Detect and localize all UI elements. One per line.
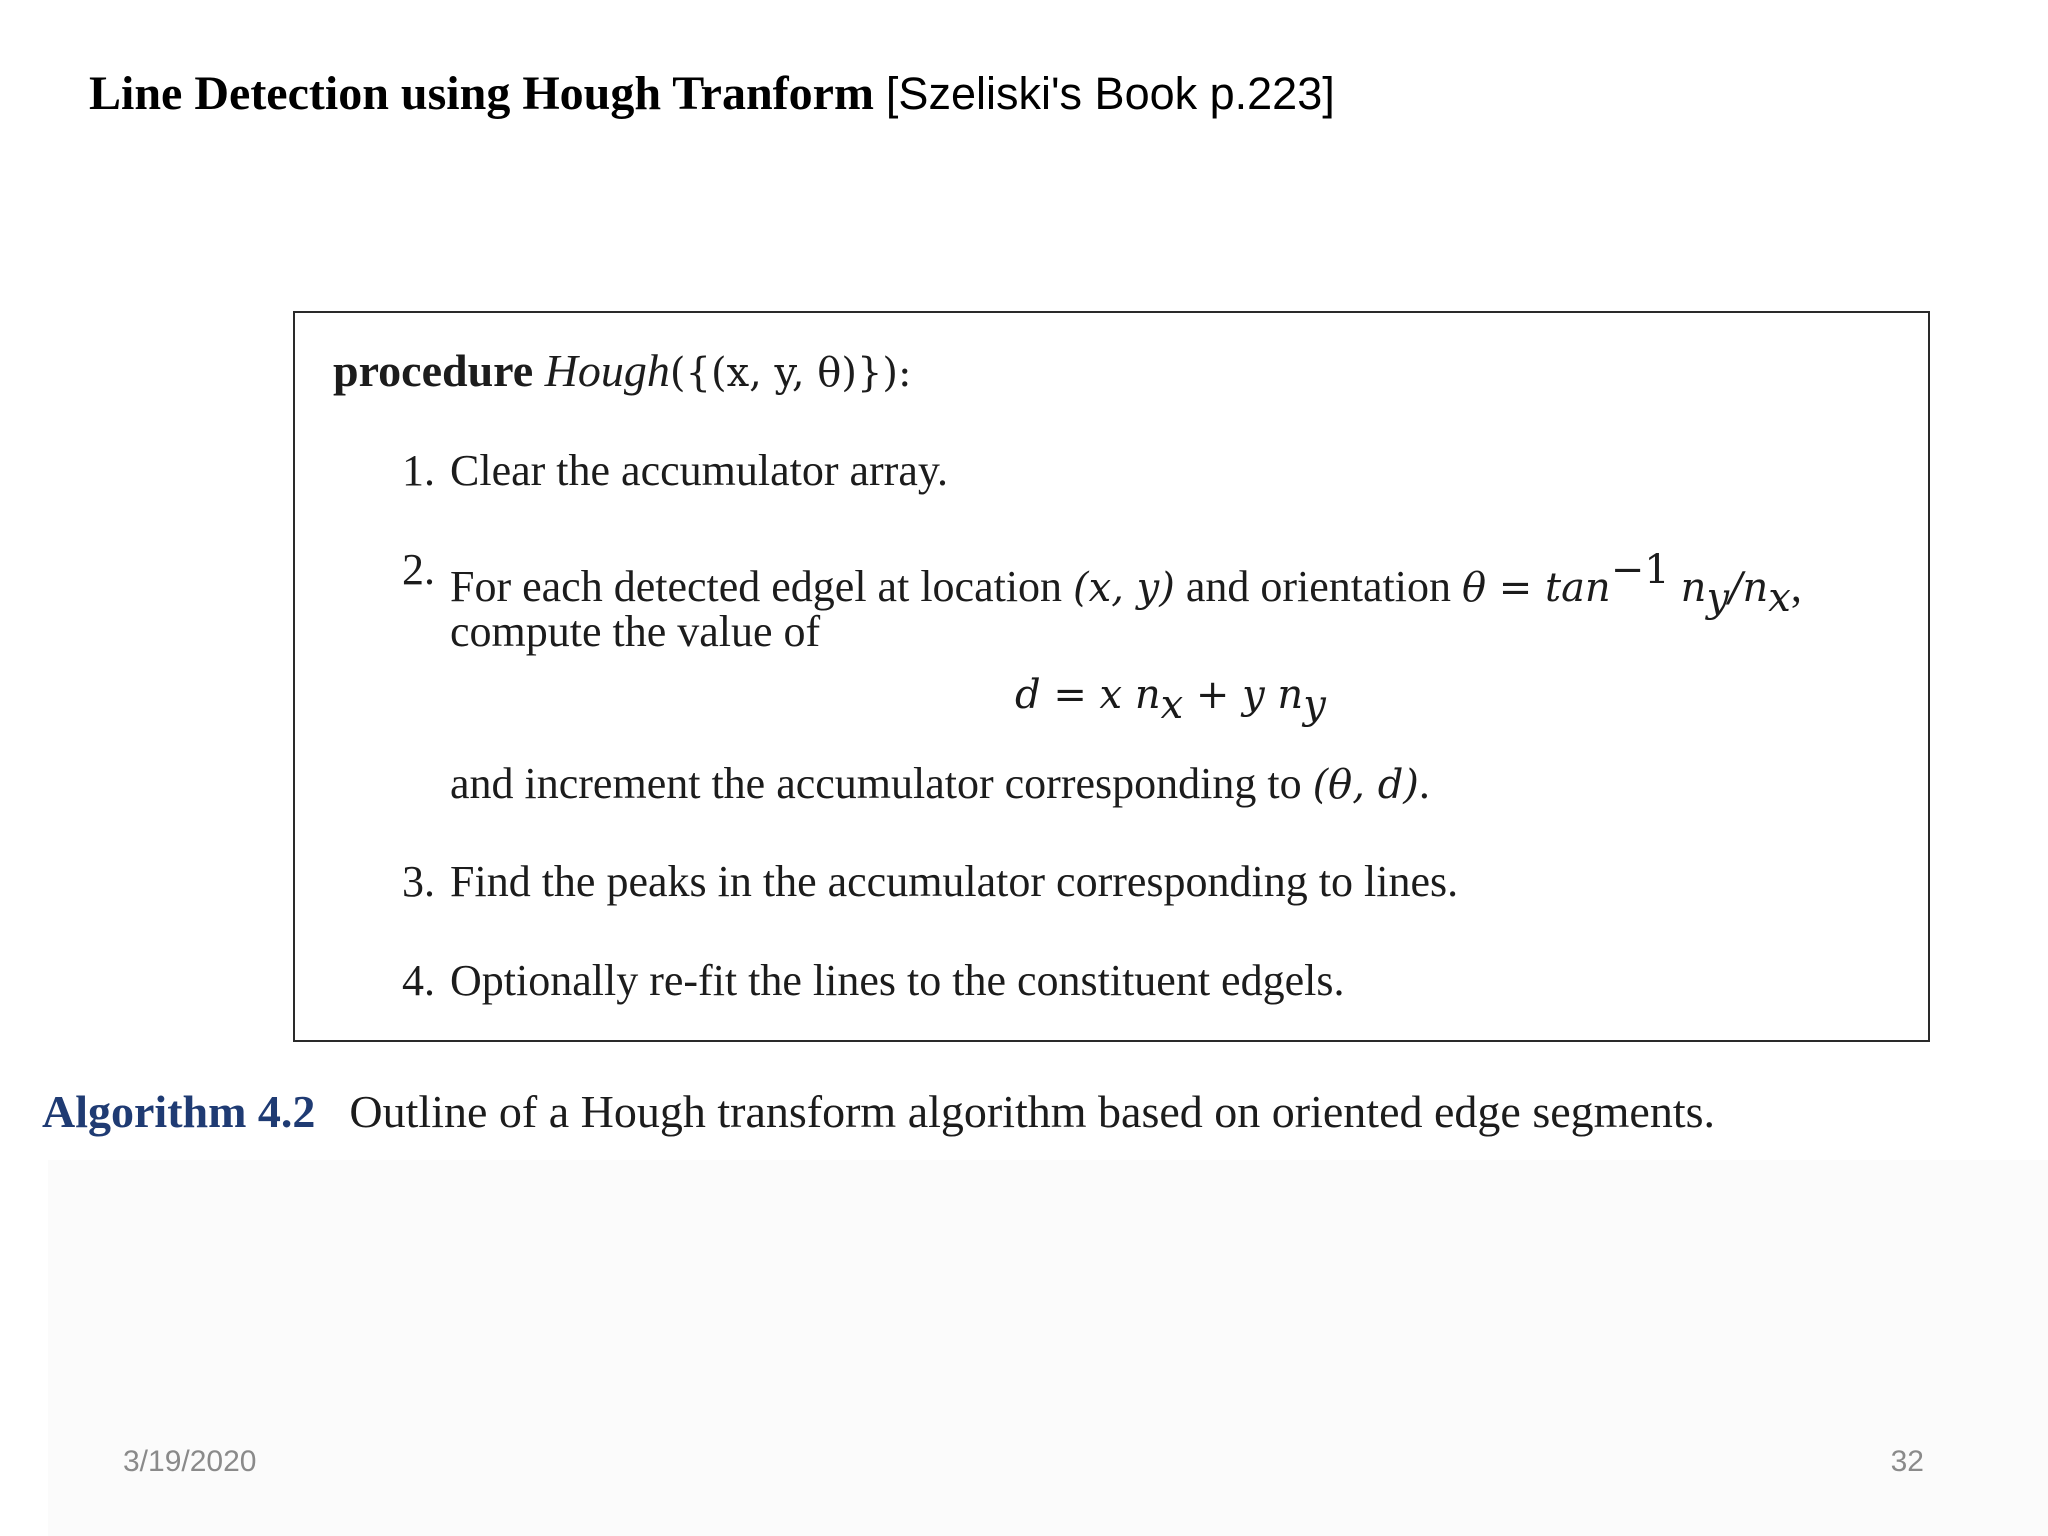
distance-equation — [1015, 666, 1326, 733]
step-1-text: Clear the accumulator array. — [450, 446, 948, 495]
step-2-increment-text: and increment the accumulator corresponding to — [450, 759, 1302, 808]
procedure-keyword: procedure — [333, 345, 534, 396]
title-reference: [Szeliski's Book p.223] — [885, 68, 1335, 119]
footer-date: 3/19/2020 — [123, 1445, 257, 1478]
equation-sub-x: x — [1160, 682, 1184, 728]
step-1-number: 1. — [402, 446, 435, 495]
step-2-prefix: For each detected edgel at location — [450, 562, 1063, 611]
step-2-line-3 — [450, 756, 1430, 813]
step-2-ny: n — [1680, 565, 1707, 611]
procedure-args: ({(x, y, θ)}): — [669, 350, 912, 396]
procedure-header — [333, 343, 912, 401]
step-2-period: . — [1418, 759, 1430, 808]
footer-page-number: 32 — [1890, 1445, 1924, 1478]
equation-lhs: d = x n — [1015, 672, 1161, 718]
step-2-exponent: −1 — [1610, 547, 1670, 593]
step-2-ny-sub: y — [1706, 575, 1730, 621]
algorithm-box — [293, 311, 1930, 1042]
step-2-comma: , — [1790, 562, 1802, 611]
procedure-name: Hough — [544, 345, 670, 396]
step-3-text: Find the peaks in the accumulator corresponding to lines. — [450, 857, 1459, 906]
caption-label: Algorithm 4.2 — [42, 1086, 316, 1137]
caption-text: Outline of a Hough transform algorithm based on oriented edge segments. — [349, 1086, 1716, 1137]
step-2-theta-d: (θ, d) — [1312, 762, 1419, 808]
step-2-theta: θ = tan — [1461, 565, 1611, 611]
slide-background — [48, 1160, 2048, 1536]
step-2-location: (x, y) — [1073, 565, 1175, 611]
step-4-number: 4. — [402, 956, 435, 1005]
equation-sub-y: y — [1303, 682, 1326, 728]
step-3-number: 3. — [402, 857, 435, 906]
step-2-nx: /n — [1729, 565, 1769, 611]
algorithm-caption — [42, 1082, 1715, 1142]
step-2-line-2: compute the value of — [450, 607, 821, 656]
step-2-nx-sub: x — [1768, 575, 1791, 621]
slide-title — [89, 62, 1335, 126]
step-2-number: 2. — [402, 545, 435, 594]
step-2-mid: and orientation — [1185, 562, 1451, 611]
step-4-text: Optionally re-fit the lines to the constituent edgels. — [450, 956, 1345, 1005]
title-main: Line Detection using Hough Tranform — [89, 67, 874, 120]
equation-mid: + y n — [1183, 672, 1304, 718]
